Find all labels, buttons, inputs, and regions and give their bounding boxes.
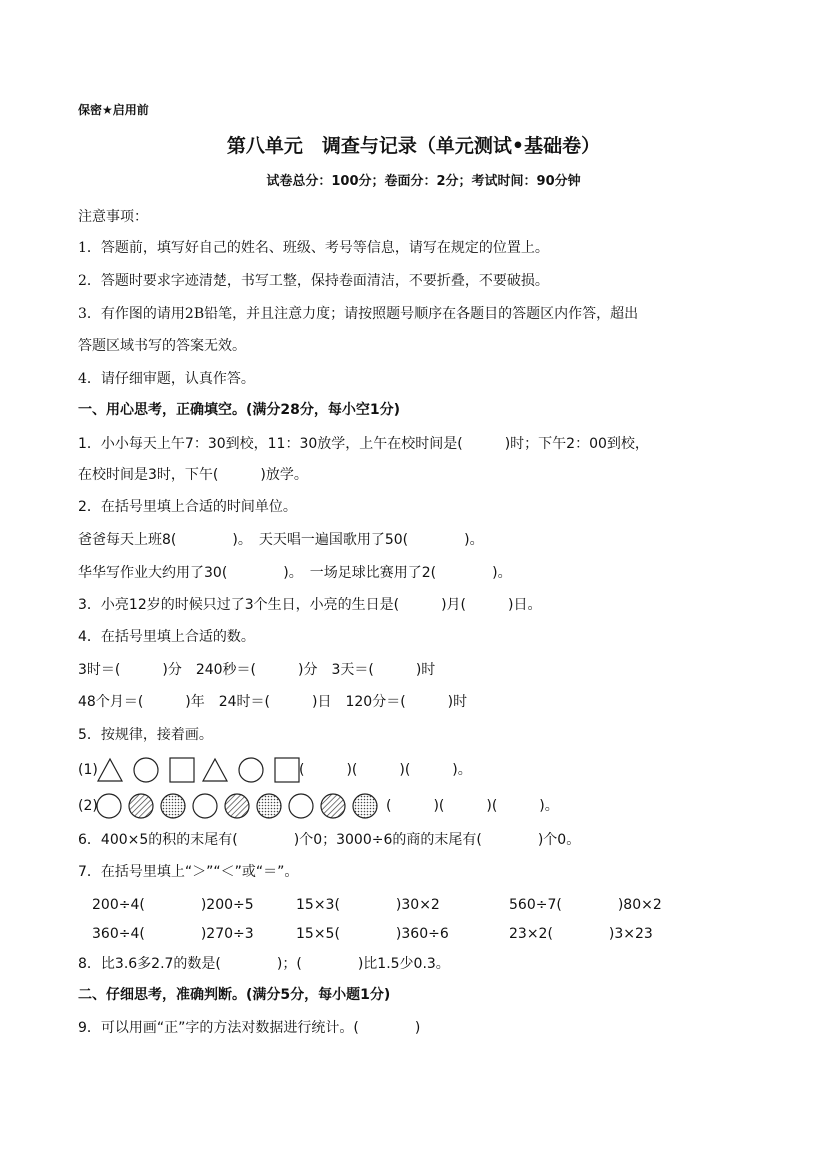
question-2-line1: 爸爸每天上班8( )。 天天唱一遍国歌用了50( )。 [78, 532, 484, 548]
question-1-line1: 1．小小每天上午7：30到校，11：30放学，上午在校时间是( )时；下午2：00到校， [78, 436, 649, 452]
compare-item: 15×3( )30×2 [296, 897, 440, 913]
question-2-line2: 华华写作业大约用了30( )。 一场足球比赛用了2( )。 [78, 565, 512, 581]
question-7-title: 7．在括号里填上“＞”“＜”或“＝”。 [78, 864, 299, 880]
question-9: 9．可以用画“正”字的方法对数据进行统计。( ) [78, 1020, 421, 1036]
exam-info: 试卷总分：100分；卷面分：2分；考试时间：90分钟 [266, 174, 581, 189]
pattern-2-shapes [96, 792, 396, 820]
question-4-title: 4．在括号里填上合适的数。 [78, 629, 255, 645]
question-8: 8．比3.6多2.7的数是( )；( )比1.5少0.3。 [78, 956, 450, 972]
question-3: 3．小亮12岁的时候只过了3个生日，小亮的生日是( )月( )日。 [78, 597, 542, 613]
triangle-shape [203, 759, 227, 781]
triangle-shape [98, 759, 122, 781]
question-4-line1: 3时＝( )分 240秒＝( )分 3天＝( )时 [78, 662, 436, 678]
compare-item: 15×5( )360÷6 [296, 926, 449, 942]
question-1-line2: 在校时间是3时，下午( )放学。 [78, 467, 308, 483]
question-4-line2: 48个月＝( )年 24时＝( )日 120分＝( )时 [78, 694, 468, 710]
pattern-label: (1) [78, 762, 98, 778]
hatched-circle [321, 794, 345, 818]
plain-circle [97, 794, 121, 818]
circle-shape [239, 758, 263, 782]
question-6: 6．400×5的积的末尾有( )个0；3000÷6的商的末尾有( )个0。 [78, 832, 581, 848]
plain-circle [193, 794, 217, 818]
note-item: 4．请仔细审题，认真作答。 [78, 371, 255, 387]
dotted-circle [353, 794, 377, 818]
dotted-circle [257, 794, 281, 818]
note-item: 2．答题时要求字迹清楚，书写工整，保持卷面清洁，不要折叠，不要破损。 [78, 273, 549, 289]
pattern-1-blanks: ( )( )( )。 [299, 762, 472, 778]
question-5-title: 5．按规律，接着画。 [78, 727, 213, 743]
compare-item: 360÷4( )270÷3 [92, 926, 254, 942]
pattern-row-2 [78, 792, 598, 820]
confidential-label: 保密★启用前 [78, 103, 149, 117]
square-shape [170, 758, 194, 782]
compare-item: 23×2( )3×23 [509, 926, 653, 942]
hatched-circle [129, 794, 153, 818]
section2-heading: 二、仔细思考，准确判断。(满分5分，每小题1分) [78, 987, 391, 1003]
section1-heading: 一、用心思考，正确填空。(满分28分，每小空1分) [78, 402, 401, 418]
dotted-circle [161, 794, 185, 818]
plain-circle [289, 794, 313, 818]
note-item: 1．答题前，填写好自己的姓名、班级、考号等信息，请写在规定的位置上。 [78, 240, 549, 256]
notes-title: 注意事项： [78, 209, 148, 225]
square-shape [275, 758, 299, 782]
page-title: 第八单元 调查与记录（单元测试•基础卷） [226, 135, 601, 157]
pattern-1-shapes [96, 756, 326, 784]
pattern-row-1 [78, 756, 518, 784]
note-item: 3．有作图的请用2B铅笔，并且注意力度；请按照题号顺序在各题目的答题区内作答，超出 [78, 306, 639, 322]
circle-shape [134, 758, 158, 782]
note-item: 答题区域书写的答案无效。 [78, 338, 246, 354]
compare-item: 200÷4( )200÷5 [92, 897, 254, 913]
compare-item: 560÷7( )80×2 [509, 897, 662, 913]
pattern-label: (2) [78, 798, 98, 814]
question-2-title: 2．在括号里填上合适的时间单位。 [78, 499, 297, 515]
pattern-2-blanks: ( )( )( )。 [386, 798, 559, 814]
hatched-circle [225, 794, 249, 818]
